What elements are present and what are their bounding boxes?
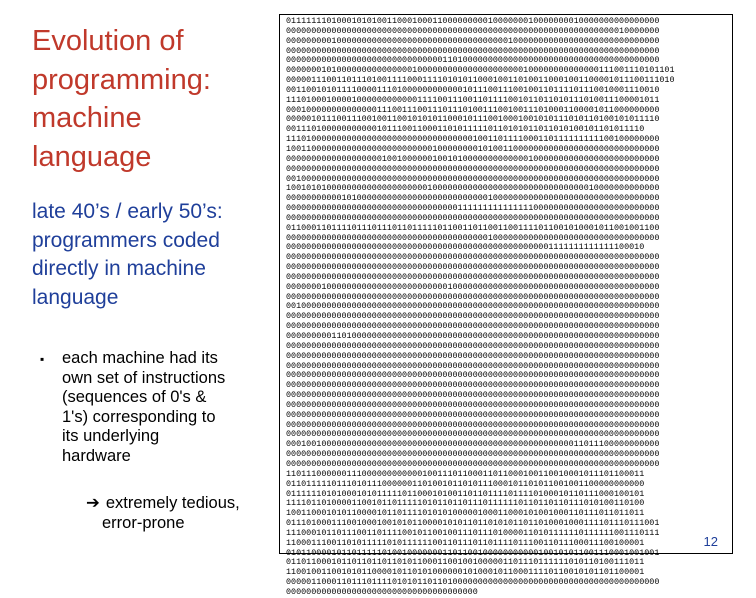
- arrow-note-line: [86, 494, 276, 514]
- bullet-text: [62, 349, 275, 467]
- binary-code-dump: 01111111010001010100110001000110000000001000000010000000010000000000000000 00000000000000000000000000000000000000000000000000000000000000000010000000 00000000010000000000000000000000000000000000100000000000000000000000000000 00000000000000000000000000000000000000000000000000000000000000000000000000 00000000000000000000000000000001101000000000000000000000000000000000000000 00000001010000000000000001000000000000000000000100000000000000111001110101101 00000111001101110100111100011110101011000100110100110001001100001011100111010 00110010101111000011101000000000000101110011100100110111101110010001110010 11101000100001000000000000111100111001101111001011011010111010011100001011 00010000000000000011100111001110111010011100100111010001100001011000000000 00000101110011100100110010101011000101110010001001010111010110100101011110 00111010000000000010111001100011010111110110101011011010100101101011110 11101000000000000000000000000000000001001101111000110111111111100100000000 10011000000000000000000000000100000000101001100000000000000000000000000000 00000000000000000001001000000100101000000000000010000000000000000000000000 00000000000000000000000000000000000000000000000000000000000000000000000000 00100000000000000000000000000000000000000000000000000000000000000000000000 10010101000000000000000000001000000000000000000000000000000010000000000000 00000000000101000000000000000000000000001000000000000000000000000000000000 00000000000000000000000000000000001111111111111110000000000000000000000000 00000000000000000000000000000000000000000000000000000000000000000000000000 01100011011110111011101101111101100110110011001111011001010001011001001100 00000000000000000000000000000000000000001000000000000000000000000000000000 00000000000000000000000000000000000000000000000000001111111111111100010 00000000000000000000000000000000000000000000000000000000000000000000000000 00000000000000000000000000000000000000000000000000000000000000000000000000 00000000000000000000000000000000000000000000000000000000000000000000000000 00000001000000000000000000000000100000000000000000000000000000000000000000 00000000000000000000000000000000000000000000000000000000000000000000000000 00100000000000000000000000000000000000000000000000000000000000000000000000 00000000000000000000000000000000000000000000000000000000000000000000000000 00000000000000000000000000000000000000000000000000000000000000000000000000 00000000011010000000000000000000000000000000000000000000000000000000000000 00000000000000000000000000000000000000000000000000000000000000000000000000 00000000000000000000000000000000000000000000000000000000000000000000000000 00000000000000000000000000000000000000000000000000000000000000000000000000 00000000000000000000000000000000000000000000000000000000000000000000000000 00000000000000000000000000000000000000000000000000000000000000000000000000 00000000000000000000000000000000000000000000000000000000000000000000000000 00000000000000000000000000000000000000000000000000000000000000000000000000 00000000000000000000000000000000000000000000000000000000000000000000000000 00000000000000000000000000000000000000000000000000000000000000000000000000 00000000000000000000000000000000000000000000000000000000000000000000000000 00010010000000000000000000000000000000000000000000000000011011100000000000 00000000000000000000000000000000000000000000000000000000000000000000000000 00000000000000000000000000000000000000000000000000000000000000000000000000 11011100000011100000000000010011101100011011000100110010001011101100011 01101111101110101110000001101001011010111000101101011001001100000000000 01111110101000101011111011000101001101101111011110100010110111000100101 11110110100001100101101111101011011011101111110110110110111010100110100 10011000101011000010110111101010100000100011000101001000110111011011011 01110100011100100010010101100001010110110101011011010001000111101110111001 11100010110111001101111001011001001110111010000110101111110111111001110111 11000111001101011111010111111001101110110111101110011011100011100100001 01011000010110111110100100000001101100100000000000100101011001110001001001 01101100010110110110110101100011001001000001101110111111010110100111011 11001001100101011000010110101000000101000101100011110110010101101100001 00000110001101110111101010110110100000000000000000000000000000000000000000 00000000000000000000000000000000000000: [286, 16, 675, 597]
- page-number: 12: [703, 534, 718, 549]
- bullet-text-line: (sequences of 0's &: [62, 388, 207, 407]
- bullet-point: [40, 349, 275, 467]
- bullet-text-line: hardware: [62, 446, 131, 465]
- bullet-text-line: 1's) corresponding to: [62, 407, 216, 426]
- arrow-note-text: extremely tedious,: [105, 494, 240, 512]
- square-bullet-icon: ▪: [40, 352, 45, 366]
- arrow-right-icon: ➔: [86, 494, 100, 512]
- bullet-text-line: own set of instructions: [62, 368, 226, 387]
- slide-title-line: Evolution of: [32, 25, 184, 57]
- era-subtitle: [32, 198, 272, 312]
- slide-title-line: machine: [32, 102, 142, 134]
- era-subtitle-line: directly in machine: [32, 257, 206, 280]
- slide-title-line: programming:: [32, 63, 211, 96]
- bullet-text-line: each machine had its: [62, 349, 218, 367]
- slide-title: [32, 22, 272, 176]
- era-subtitle-line: late 40’s / early 50’s:: [32, 200, 223, 223]
- slide-title-line: language: [32, 140, 152, 173]
- arrow-note: [86, 494, 276, 533]
- era-subtitle-line: programmers coded: [32, 228, 220, 252]
- bullet-text-line: its underlying: [62, 427, 160, 446]
- machine-code-panel: [279, 14, 733, 597]
- arrow-note-line: error-prone: [102, 513, 185, 532]
- era-subtitle-line: language: [32, 285, 119, 309]
